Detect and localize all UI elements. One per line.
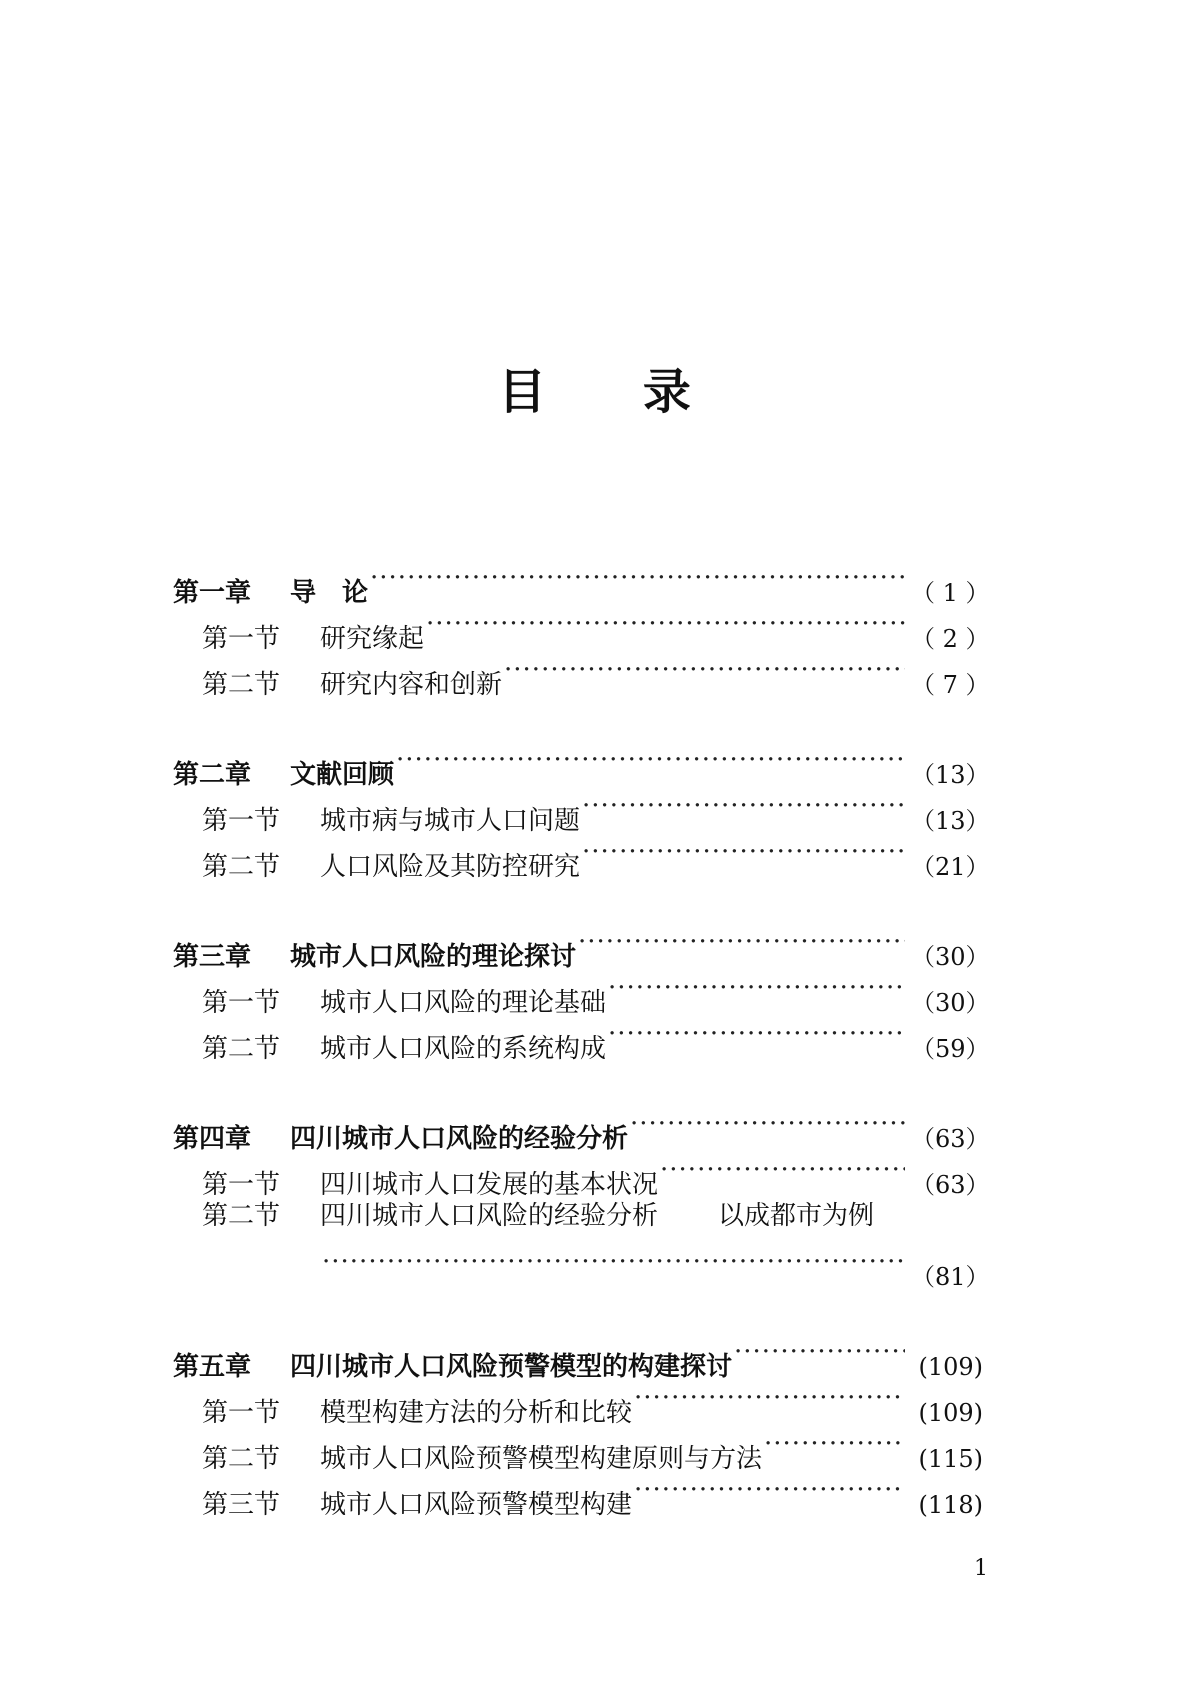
chapter-title: 文献回顾 (290, 760, 395, 790)
section-label: 第一节 (202, 1398, 281, 1428)
chapter-label: 第四章 (173, 1124, 252, 1154)
dot-leader (322, 1239, 905, 1285)
dot-leader (396, 737, 905, 783)
section-label: 第一节 (202, 806, 281, 836)
section-title (320, 1193, 874, 1239)
dot-leader (608, 965, 905, 1011)
chapter-title: 四川城市人口风险的经验分析 (290, 1124, 629, 1154)
dot-leader (634, 1375, 905, 1421)
section-title: 城市人口风险预警模型构建 (320, 1490, 633, 1520)
page-ref: （81） (911, 1263, 990, 1291)
page-ref: （63） (911, 1171, 990, 1199)
dot-leader (370, 555, 905, 601)
toc-entry-chapter-5[interactable] (173, 1329, 983, 1382)
page-ref: (109) (918, 1353, 983, 1381)
dot-leader (504, 647, 905, 693)
section-title: 研究缘起 (320, 624, 425, 654)
chapter-group-1 (173, 555, 990, 700)
section-title: 城市人口风险的理论基础 (320, 988, 607, 1018)
section-title: 城市人口风险预警模型构建原则与方法 (320, 1444, 763, 1474)
dot-leader (660, 1147, 905, 1193)
table-of-contents (173, 555, 990, 1557)
chapter-label: 第二章 (173, 760, 252, 790)
section-label: 第二节 (202, 852, 281, 882)
section-title: 研究内容和创新 (320, 670, 503, 700)
page-ref: （21） (911, 853, 990, 881)
section-label: 第二节 (202, 670, 281, 700)
section-label: 第二节 (202, 1201, 281, 1231)
dot-leader (578, 919, 905, 965)
page-ref: (109) (918, 1399, 983, 1427)
dot-leader (634, 1467, 905, 1513)
dot-leader (582, 783, 905, 829)
page-ref: (115) (918, 1445, 983, 1473)
page-ref: （13） (911, 761, 990, 789)
section-title: 人口风险及其防控研究 (320, 852, 581, 882)
toc-entry-section-4-2-continuation[interactable] (173, 1239, 990, 1291)
chapter-title: 四川城市人口风险预警模型的构建探讨 (290, 1352, 733, 1382)
chapter-group-2 (173, 737, 990, 882)
page-ref: （30） (911, 989, 990, 1017)
toc-entry-chapter-1[interactable] (173, 555, 990, 608)
dot-leader (608, 1011, 905, 1057)
page-ref: （13） (911, 807, 990, 835)
section-title: 城市人口风险的系统构成 (320, 1034, 607, 1064)
dot-leader (764, 1421, 905, 1467)
page-ref: （ 2 ） (911, 625, 990, 653)
chapter-group-5 (173, 1329, 983, 1520)
chapter-group-3 (173, 919, 990, 1064)
section-label: 第一节 (202, 988, 281, 1018)
section-label: 第一节 (202, 624, 281, 654)
section-label: 第二节 (202, 1034, 281, 1064)
chapter-label: 第三章 (173, 942, 252, 972)
section-title: 四川城市人口发展的基本状况 (320, 1170, 659, 1200)
section-title: 模型构建方法的分析和比较 (320, 1398, 633, 1428)
section-label: 第二节 (202, 1444, 281, 1474)
dot-leader (582, 829, 905, 875)
dot-leader (630, 1101, 905, 1147)
page-title: 目 录 (498, 364, 731, 420)
toc-entry-chapter-4[interactable] (173, 1101, 990, 1154)
page-ref: （59） (911, 1035, 990, 1063)
page-ref: （30） (911, 943, 990, 971)
page-ref: （63） (911, 1125, 990, 1153)
chapter-title: 城市人口风险的理论探讨 (290, 942, 577, 972)
chapter-title: 导 论 (290, 578, 369, 608)
chapter-label: 第一章 (173, 578, 252, 608)
dot-leader (426, 601, 905, 647)
section-label: 第一节 (202, 1170, 281, 1200)
page-ref: (118) (918, 1491, 983, 1519)
page-ref: （ 1 ） (911, 579, 990, 607)
toc-entry-section-4-2[interactable] (173, 1193, 983, 1239)
toc-entry-chapter-3[interactable] (173, 919, 990, 972)
section-title: 城市病与城市人口问题 (320, 806, 581, 836)
section-title-main: 四川城市人口风险的经验分析 (320, 1201, 659, 1231)
page-ref: （ 7 ） (911, 671, 990, 699)
section-label: 第三节 (202, 1490, 281, 1520)
chapter-label: 第五章 (173, 1352, 252, 1382)
page-number: 1 (974, 1556, 988, 1581)
section-subtitle: 以成都市为例 (718, 1201, 875, 1231)
toc-entry-chapter-2[interactable] (173, 737, 990, 790)
dot-leader (734, 1329, 905, 1375)
chapter-group-4 (173, 1101, 990, 1291)
